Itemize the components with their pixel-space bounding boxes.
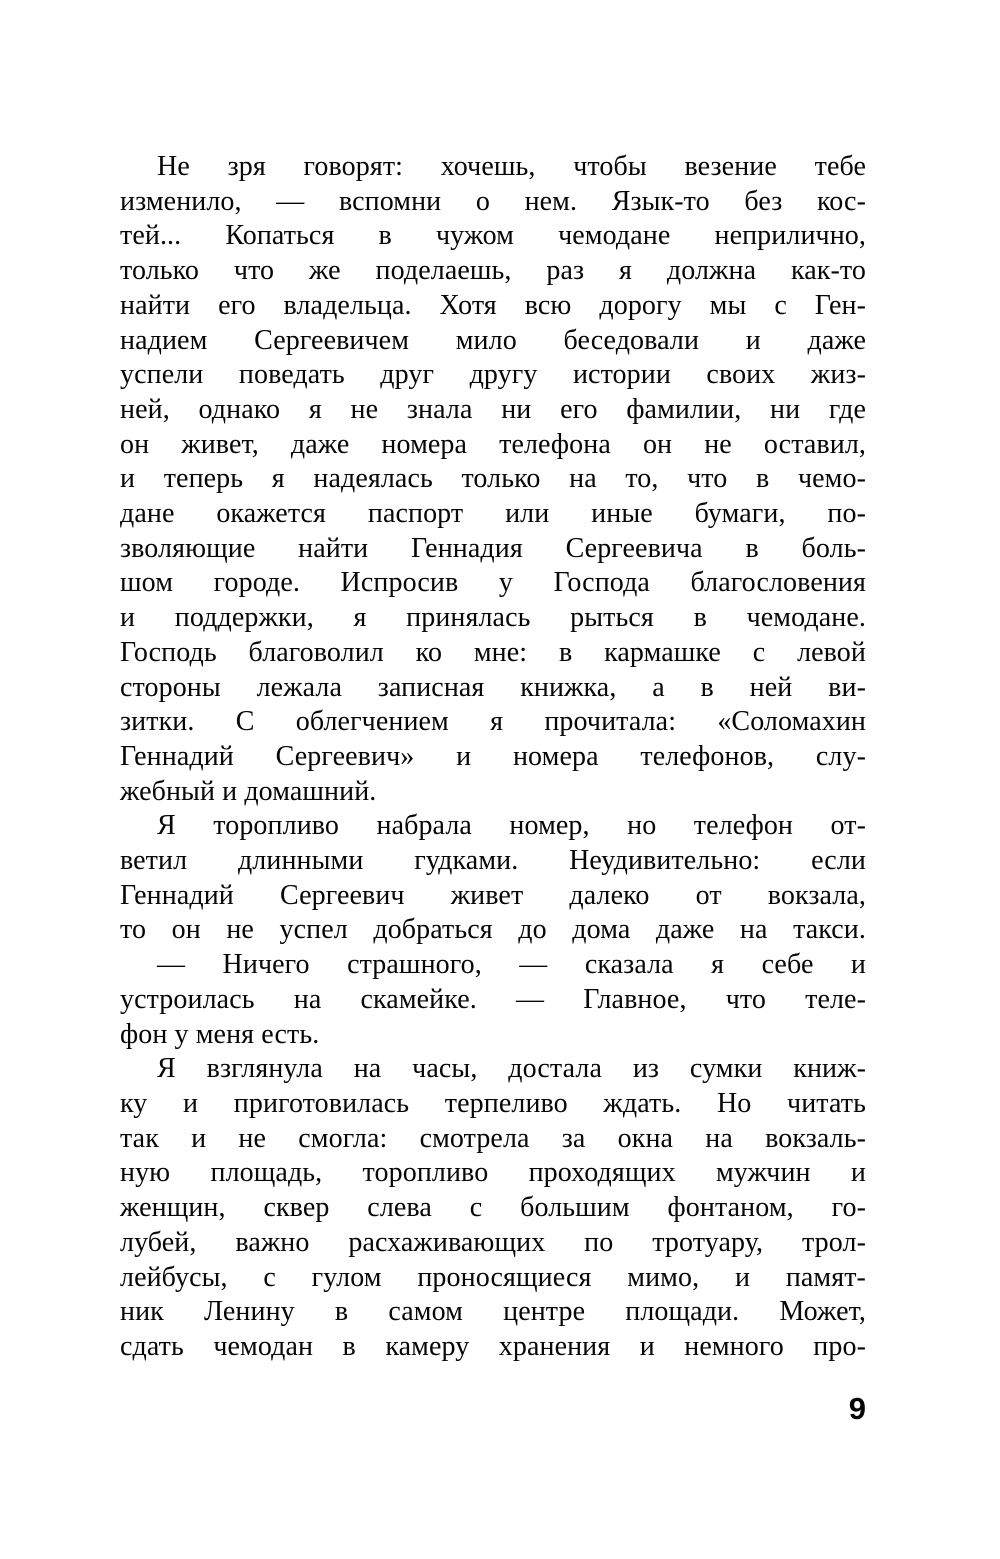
text-line: Геннадий Сергеевич» и номера телефонов, слу-: [120, 740, 866, 772]
text-line: фон у меня есть.: [120, 1018, 320, 1050]
text-line: надием Сергеевичем мило беседовали и даже: [120, 324, 866, 356]
text-line: Я торопливо набрала номер, но телефон от-: [157, 810, 866, 842]
text-line: женщин, сквер слева с большим фонтаном, го-: [120, 1192, 866, 1224]
text-line: зитки. С облегчением я прочитала: «Соломахин: [120, 706, 866, 738]
text-line: тей... Копаться в чужом чемодане неприлично,: [120, 220, 866, 252]
text-line: лейбусы, с гулом проносящиеся мимо, и памят-: [120, 1261, 866, 1293]
text-line: Господь благоволил ко мне: в кармашке с левой: [120, 636, 866, 668]
text-line: ней, однако я не знала ни его фамилии, ни где: [120, 393, 866, 425]
text-line: ник Ленину в самом центре площади. Может,: [120, 1296, 866, 1328]
text-line: Геннадий Сергеевич живет далеко от вокзала,: [120, 879, 866, 911]
text-line: найти его владельца. Хотя всю дорогу мы с Ген-: [120, 289, 866, 321]
text-line: жебный и домашний.: [120, 775, 377, 807]
text-line: стороны лежала записная книжка, а в ней ви-: [120, 671, 866, 703]
text-line: ку и приготовилась терпеливо ждать. Но читать: [120, 1087, 866, 1119]
text-line: Я взглянула на часы, достала из сумки книж-: [157, 1053, 866, 1085]
text-line: шом городе. Испросив у Господа благословения: [120, 567, 866, 599]
text-line: успели поведать друг другу истории своих жиз-: [120, 359, 866, 391]
text-line: устроилась на скамейке. — Главное, что теле-: [120, 983, 866, 1015]
text-line: только что же поделаешь, раз я должна как-то: [120, 255, 866, 287]
text-line: так и не смогла: смотрела за окна на вокзаль-: [120, 1122, 866, 1154]
paragraph: [120, 948, 866, 1052]
text-line: ветил длинными гудками. Неудивительно: если: [120, 845, 866, 877]
text-line: — Ничего страшного, — сказала я себе и: [157, 949, 866, 981]
text-line: Не зря говорят: хочешь, чтобы везение тебе: [157, 151, 866, 182]
text-line: лубей, важно расхаживающих по тротуару, трол-: [120, 1226, 866, 1258]
text-line: изменило, — вспомни о нем. Язык-то без кос-: [120, 185, 866, 217]
text-line: дане окажется паспорт или иные бумаги, по-: [120, 498, 866, 530]
text-line: зволяющие найти Геннадия Сергеевича в боль-: [120, 532, 866, 564]
text-line: ную площадь, торопливо проходящих мужчин и: [120, 1157, 866, 1189]
paragraph: [120, 1052, 866, 1364]
paragraph: [120, 809, 866, 948]
text-line: он живет, даже номера телефона он не оставил,: [120, 428, 866, 460]
text-line: то он не успел добраться до дома даже на такси.: [120, 914, 866, 946]
page-number: 9: [848, 1391, 866, 1426]
text-line: и поддержки, я принялась рыться в чемодане.: [120, 602, 866, 634]
text-line: и теперь я надеялась только на то, что в чемо-: [120, 463, 866, 495]
paragraph: [120, 150, 866, 809]
text-block: [120, 150, 866, 1365]
text-line: сдать чемодан в камеру хранения и немного про-: [120, 1330, 866, 1362]
